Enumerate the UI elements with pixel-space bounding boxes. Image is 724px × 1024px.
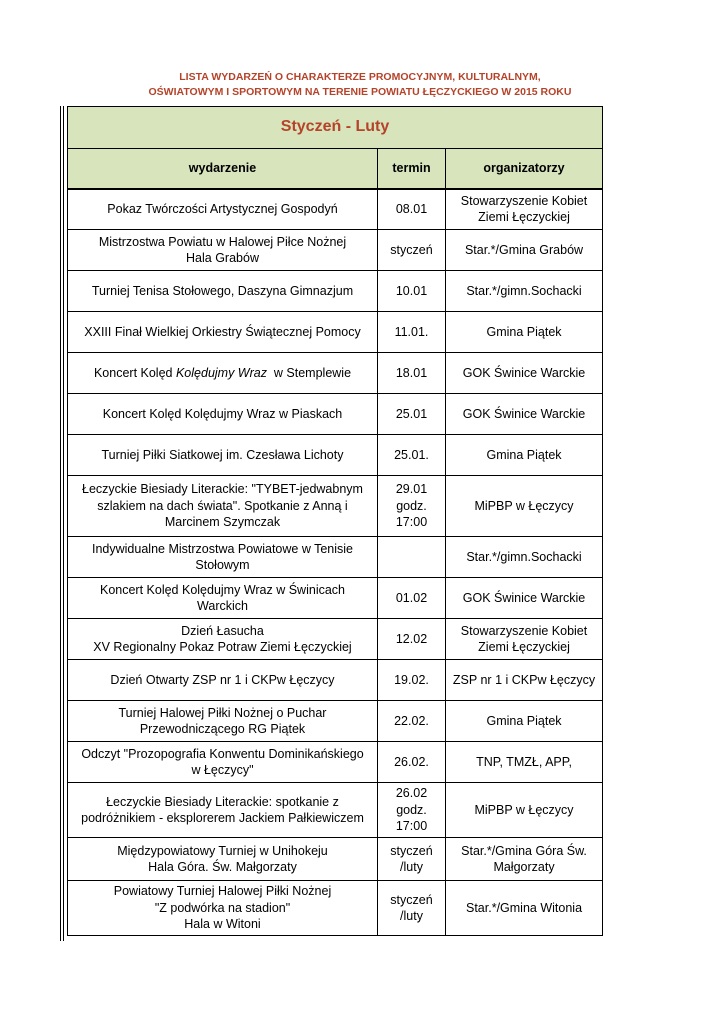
organizer-cell — [446, 189, 603, 230]
cell-line: Stołowym — [195, 558, 250, 572]
cell-line: Star.*/Gmina Grabów — [464, 242, 584, 257]
document-title-line-2: OŚWIATOWYM I SPORTOWYM NA TERENIE POWIATU ŁĘCZYCKIEGO W 2015 ROKU — [148, 85, 572, 98]
table-row — [68, 619, 603, 660]
event-cell — [68, 619, 378, 660]
event-cell — [68, 394, 378, 435]
organizer-cell — [446, 619, 603, 660]
table-row — [68, 578, 603, 619]
column-header-event: wydarzenie — [68, 149, 378, 189]
cell-line: Star.*/Gmina Witonia — [466, 900, 583, 915]
cell-line: Star.*/gimn.Sochacki — [466, 549, 582, 564]
event-cell — [68, 660, 378, 701]
cell-line: 22.02. — [394, 713, 429, 728]
cell-line: 01.02 — [395, 590, 428, 605]
event-title-italic: Kolędujmy Wraz — [175, 365, 267, 380]
table-row — [68, 783, 603, 838]
cell-line — [70, 365, 375, 382]
cell-line: Turniej Halowej Piłki Nożnej o Puchar — [118, 705, 327, 720]
organizer-cell — [446, 476, 603, 537]
cell-line: ZSP nr 1 i CKPw Łęczycy — [452, 672, 596, 687]
organizer-cell — [446, 394, 603, 435]
organizer-cell — [446, 578, 603, 619]
cell-line: XXIII Finał Wielkiej Orkiestry Świątecznej Pomocy — [84, 324, 361, 339]
cell-line: "Z podwórka na stadion" — [154, 900, 291, 915]
table-row — [68, 189, 603, 230]
cell-line: Star.*/Gmina Góra Św. — [461, 843, 587, 858]
table-row — [68, 394, 603, 435]
cell-line: Ziemi Łęczyckiej — [478, 640, 570, 654]
date-cell — [378, 476, 446, 537]
cell-line: 26.02 — [395, 786, 428, 801]
date-cell — [378, 537, 446, 578]
column-header-organizer: organizatorzy — [446, 149, 603, 189]
date-cell — [378, 189, 446, 230]
cell-line: Dzień Łasucha — [181, 623, 264, 638]
date-cell — [378, 271, 446, 312]
date-cell — [378, 230, 446, 271]
date-cell — [378, 742, 446, 783]
cell-line: Hala Góra. Św. Małgorzaty — [148, 860, 297, 874]
cell-line: Warckich — [197, 599, 248, 613]
cell-line: 11.01. — [394, 324, 429, 339]
table-row — [68, 271, 603, 312]
cell-line: Małgorzaty — [493, 860, 555, 874]
event-cell — [68, 435, 378, 476]
event-text: w Stemplewie — [266, 365, 352, 380]
date-cell — [378, 578, 446, 619]
cell-line: 29.01 — [395, 482, 428, 497]
cell-line: 25.01 — [395, 406, 428, 421]
organizer-cell — [446, 881, 603, 936]
event-cell — [68, 578, 378, 619]
table-row — [68, 230, 603, 271]
cell-line: Gmina Piątek — [486, 447, 562, 462]
table-row — [68, 537, 603, 578]
cell-line: Łeczyckie Biesiady Literackie: "TYBET-jedwabnym — [82, 482, 363, 497]
cell-line: 19.02. — [394, 672, 429, 687]
organizer-cell — [446, 353, 603, 394]
date-cell — [378, 312, 446, 353]
table-row — [68, 312, 603, 353]
event-cell — [68, 312, 378, 353]
event-cell — [68, 838, 378, 881]
cell-line: Mistrzostwa Powiatu w Halowej Piłce Nożnej — [98, 234, 347, 249]
cell-line: Dzień Otwarty ZSP nr 1 i CKPw Łęczycy — [110, 672, 335, 687]
table-row — [68, 476, 603, 537]
section-title: Styczeń - Luty — [68, 107, 603, 149]
cell-line: Gmina Piątek — [486, 713, 562, 728]
date-cell — [378, 701, 446, 742]
cell-line: Hala Grabów — [186, 251, 259, 265]
event-cell — [68, 783, 378, 838]
organizer-cell — [446, 660, 603, 701]
cell-line — [380, 549, 443, 566]
cell-line: /luty — [400, 909, 423, 923]
cell-line: Odczyt "Prozopografia Konwentu Dominikańskiego — [81, 746, 364, 761]
table-row — [68, 660, 603, 701]
table-row — [68, 435, 603, 476]
cell-line: Gmina Piątek — [486, 324, 562, 339]
cell-line: Przewodniczącego RG Piątek — [139, 722, 306, 736]
cell-line: Międzypowiatowy Turniej w Unihokeju — [117, 843, 328, 858]
cell-line: Pokaz Twórczości Artystycznej Gospodyń — [107, 202, 338, 216]
document-title — [60, 70, 660, 99]
event-text: Koncert Kolęd — [93, 365, 176, 380]
cell-line: Łeczyckie Biesiady Literackie: spotkanie z — [106, 794, 339, 809]
organizer-cell — [446, 701, 603, 742]
cell-line: GOK Świnice Warckie — [462, 590, 586, 605]
cell-line: Hala w Witoni — [184, 917, 261, 932]
margin-rule — [63, 106, 64, 941]
organizer-cell — [446, 783, 603, 838]
cell-line: Star.*/gimn.Sochacki — [466, 283, 582, 298]
cell-line: Ziemi Łęczyckiej — [478, 210, 570, 225]
cell-line: /luty — [400, 860, 423, 874]
table-row — [68, 742, 603, 783]
organizer-cell — [446, 742, 603, 783]
cell-line: Turniej Tenisa Stołowego, Daszyna Gimnazjum — [91, 283, 354, 298]
event-cell — [68, 353, 378, 394]
date-cell — [378, 660, 446, 701]
organizer-cell — [446, 271, 603, 312]
cell-line: szlakiem na dach świata". Spotkanie z Anną i — [97, 498, 348, 513]
cell-line: godz. — [396, 802, 427, 817]
table-row — [68, 701, 603, 742]
cell-line: 25.01. — [394, 447, 429, 462]
cell-line: MiPBP w Łęczycy — [474, 802, 574, 817]
margin-rule — [60, 106, 61, 941]
cell-line: GOK Świnice Warckie — [462, 406, 586, 421]
cell-line: 08.01 — [395, 202, 428, 216]
cell-line: Koncert Kolęd Kolędujmy Wraz w Świnicach — [99, 582, 345, 597]
organizer-cell — [446, 435, 603, 476]
cell-line: styczeń — [390, 892, 433, 907]
organizer-cell — [446, 230, 603, 271]
cell-line: podróżnikiem - eksplorerem Jackiem Pałkiewiczem — [81, 811, 364, 825]
cell-line: Turniej Piłki Siatkowej im. Czesława Lichoty — [101, 447, 344, 462]
date-cell — [378, 353, 446, 394]
cell-line: styczeń — [390, 242, 433, 257]
cell-line: Indywidualne Mistrzostwa Powiatowe w Tenisie — [92, 541, 353, 556]
cell-line: MiPBP w Łęczycy — [474, 498, 574, 513]
cell-line: Stowarzyszenie Kobiet — [460, 193, 588, 208]
date-cell — [378, 619, 446, 660]
event-cell — [68, 189, 378, 230]
event-cell — [68, 476, 378, 537]
cell-line: Koncert Kolęd Kolędujmy Wraz w Piaskach — [102, 406, 343, 421]
cell-line: 17:00 — [395, 515, 428, 530]
organizer-cell — [446, 838, 603, 881]
event-cell — [68, 742, 378, 783]
cell-line: XV Regionalny Pokaz Potraw Ziemi Łęczyckiej — [93, 640, 352, 654]
date-cell — [378, 394, 446, 435]
date-cell — [378, 435, 446, 476]
event-cell — [68, 701, 378, 742]
column-header-date: termin — [378, 149, 446, 189]
organizer-cell — [446, 312, 603, 353]
table-row — [68, 353, 603, 394]
event-cell — [68, 537, 378, 578]
event-cell — [68, 230, 378, 271]
cell-line: Marcinem Szymczak — [164, 515, 281, 530]
cell-line: GOK Świnice Warckie — [462, 365, 586, 380]
table-row — [68, 838, 603, 881]
date-cell — [378, 881, 446, 936]
event-cell — [68, 271, 378, 312]
cell-line: 12.02 — [395, 631, 428, 646]
cell-line: 26.02. — [394, 754, 429, 769]
date-cell — [378, 783, 446, 838]
cell-line: 17:00 — [395, 819, 428, 834]
date-cell — [378, 838, 446, 881]
event-cell — [68, 881, 378, 936]
cell-line: TNP, TMZŁ, APP, — [476, 754, 572, 769]
events-table — [67, 106, 603, 936]
table-row — [68, 881, 603, 936]
cell-line: styczeń — [390, 843, 433, 858]
document-title-line-1: LISTA WYDARZEŃ O CHARAKTERZE PROMOCYJNYM, KULTURALNYM, — [179, 71, 541, 83]
cell-line: 18.01 — [395, 365, 428, 380]
cell-line: godz. — [396, 498, 427, 513]
cell-line: w Łęczycy" — [191, 763, 254, 777]
organizer-cell — [446, 537, 603, 578]
cell-line: Powiatowy Turniej Halowej Piłki Nożnej — [113, 884, 332, 899]
cell-line: Stowarzyszenie Kobiet — [460, 623, 588, 638]
cell-line: 10.01 — [395, 283, 428, 298]
